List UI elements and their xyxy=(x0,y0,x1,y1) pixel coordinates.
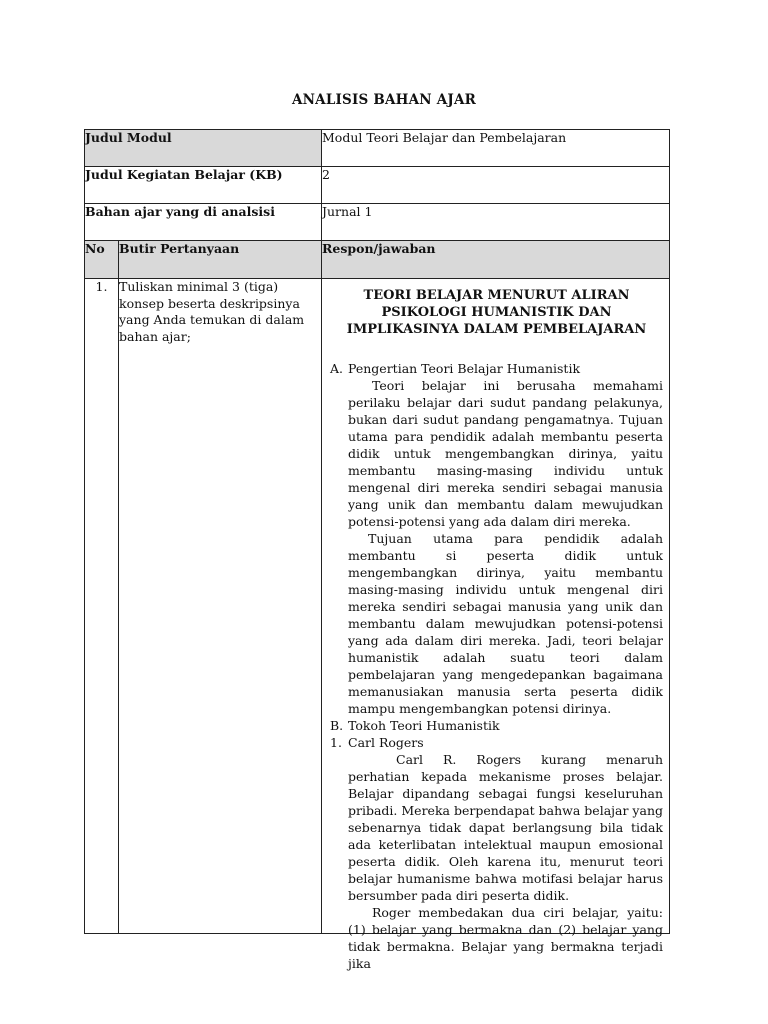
bahan-ajar-label: Bahan ajar yang di analsisi xyxy=(85,204,322,241)
section-a-label: A. xyxy=(330,361,344,376)
section-a-heading xyxy=(330,360,663,377)
section-a-title: Pengertian Teori Belajar Humanistik xyxy=(348,361,581,376)
col-header-respon: Respon/jawaban xyxy=(322,241,670,279)
item-1-label: 1. xyxy=(330,735,342,750)
analysis-table xyxy=(84,129,670,971)
answer-cell xyxy=(322,279,670,971)
answer-title: TEORI BELAJAR MENURUT ALIRAN PSIKOLOGI HUMANISTIK DAN IMPLIKASINYA DALAM PEMBELAJARAN xyxy=(346,288,647,337)
paragraph-b2: Roger membedakan dua ciri belajar, yaitu: (1) belajar yang bermakna dan (2) belajar yang tidak bermakna. Belajar yang bermakna terjadi jika xyxy=(348,905,663,971)
judul-kb-label: Judul Kegiatan Belajar (KB) xyxy=(85,167,322,204)
col-header-butir: Butir Pertanyaan xyxy=(119,241,322,279)
judul-kb-value: 2 xyxy=(322,167,670,204)
item-number: 1. xyxy=(85,279,119,934)
item-1-title: Carl Rogers xyxy=(348,735,424,750)
col-header-no: No xyxy=(85,241,119,279)
paragraph-b1: Carl R. Rogers kurang menaruh perhatian kepada mekanisme proses belajar. Belajar dipandang sebagai fungsi keseluruhan pribadi. Mereka berpendapat bahwa belajar yang sebenarnya tidak dapat berlangsung bila tidak ada keterlibatan intelektual maupun emosional peserta didik. Oleh karena itu, menurut teori belajar humanisme bahwa motifasi belajar harus bersumber pada diri peserta didik. xyxy=(348,752,663,903)
bahan-ajar-value: Jurnal 1 xyxy=(322,204,670,241)
section-b-heading xyxy=(330,717,663,734)
section-b-label: B. xyxy=(330,718,344,733)
paragraph-a1: Teori belajar ini berusaha memahami perilaku belajar dari sudut pandang pelakunya, bukan dari sudut pandang pengamatnya. Tujuan utama para pendidik adalah membantu peserta didik untuk mengembangkan dirinya, yaitu membantu masing-masing individu untuk mengenal diri mereka sendiri sebagai manusia yang unik dan membantu dalam mewujudkan potensi-potensi yang ada dalam diri mereka. xyxy=(348,378,663,529)
section-b-title: Tokoh Teori Humanistik xyxy=(348,718,500,733)
item-question: Tuliskan minimal 3 (tiga) konsep beserta deskripsinya yang Anda temukan di dalam bahan ajar; xyxy=(119,279,322,934)
judul-modul-label: Judul Modul xyxy=(85,130,322,167)
page-title: ANALISIS BAHAN AJAR xyxy=(291,92,477,108)
item-1-heading xyxy=(330,734,663,751)
paragraph-a2: Tujuan utama para pendidik adalah membantu si peserta didik untuk mengembangkan dirinya, yaitu membantu masing-masing individu untuk mengenal diri mereka sendiri sebagai manusia yang unik dan membantu dalam mewujudkan potensi-potensi yang ada dalam diri mereka. Jadi, teori belajar humanistik adalah suatu teori dalam pembelajaran yang mengedepankan bagaimana memanusiakan manusia serta peserta didik mampu mengembangkan potensi dirinya. xyxy=(348,531,663,716)
judul-modul-value: Modul Teori Belajar dan Pembelajaran xyxy=(322,130,670,167)
